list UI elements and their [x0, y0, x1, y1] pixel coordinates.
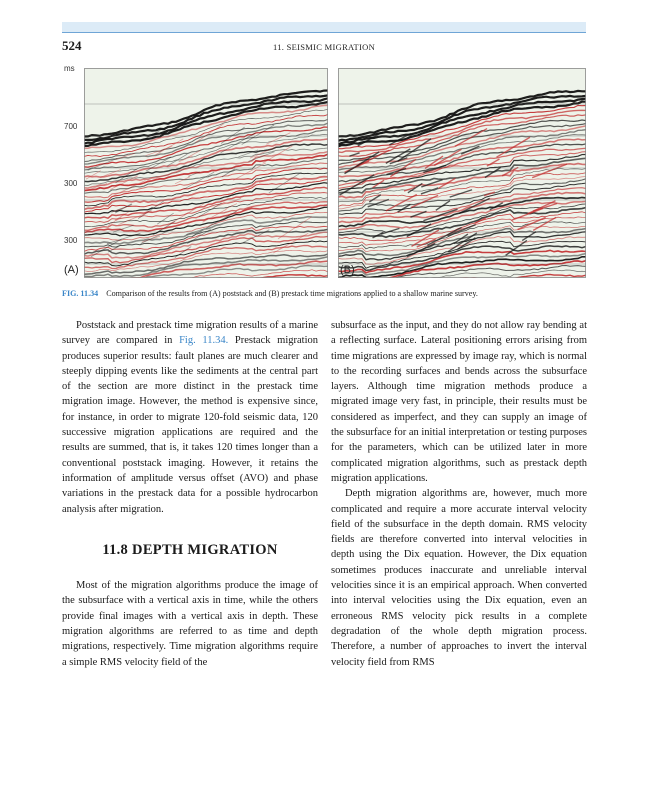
page-number: 524	[62, 38, 82, 53]
paragraph-depth-migration-velocity: Depth migration algorithms are, however, much more complicated and require a more accurate interval velocity field of the subsurface in the depth domain. RMS velocity fields are therefore converted into interval velocities in depth using the Dix equation. However, the Dix equation sometimes produces inaccurate and unreliable interval velocities since it is an empirical approach. When converted into interval velocities using the Dix equation, even an erroneous RMS velocity pick results in a complete degradation of the whole depth migration process. Therefore, a number of approaches to invert the interval velocity field from RMS	[331, 488, 587, 668]
paragraph-depth-migration-intro: Most of the migration algorithms produce the image of the subsurface with a vertical axis in time, while the others provide final images with a vertical axis in depth. These migration algorithms are referred to as time and depth migrations, respectively. Time migration algorithms require a simple RMS velocity field of the	[62, 580, 318, 668]
y-tick-700: 700	[64, 122, 78, 131]
paragraph-text: Prestack migration produces superior results: fault planes are much clearer and steeply dipping events like the sediments at the central part of the section are more distinct in the prestack time migration image. However, the method is expensive since, for instance, in order to migrate 120-fold seismic data, 120 successive migration applications are required and the results are summed, that is, it takes 120 times longer than a conventional poststack imaging. However, it retains the information of amplitude versus offset (AVO) and phase variations in the prestack data for a possible hydrocarbon analysis after migration.	[62, 335, 318, 515]
caption-figure-number: FIG. 11.34	[62, 289, 99, 298]
panel-b-label: (B)	[340, 264, 355, 276]
header-band	[62, 22, 586, 33]
section-heading	[62, 543, 318, 558]
figure-11-34	[62, 56, 586, 280]
left-column	[62, 318, 318, 670]
paragraph-time-migration-comparison	[62, 318, 318, 517]
running-head: 11. SEISMIC MIGRATION	[272, 42, 376, 52]
y-tick-300-a: 300	[64, 179, 78, 188]
panel-a-label: (A)	[64, 264, 79, 276]
y-axis-unit: ms	[64, 64, 75, 73]
figure-caption	[62, 289, 592, 298]
section-title: DEPTH MIGRATION	[132, 541, 278, 558]
figure-reference-link[interactable]: Fig. 11.34.	[179, 335, 229, 347]
paragraph-text: Poststack and prestack time migration results of a marine survey are compared in	[62, 320, 318, 347]
y-tick-300-b: 300	[64, 236, 78, 245]
seismic-panel-poststack	[84, 68, 328, 278]
seismic-panel-prestack	[338, 68, 586, 278]
section-number: 11.8	[102, 541, 129, 558]
caption-text: Comparison of the results from (A) poststack and (B) prestack time migrations applied to a shallow marine survey.	[106, 289, 478, 298]
paragraph-time-migration-limits: subsurface as the input, and they do not allow ray bending at a reflecting surface. Lateral positioning errors arising from time migrations are expressed by image ray, which is normal to the recording surfaces and bends across the subsurface layers. Although time migration methods produce a migrated image very fast, in principle, their results must be considered as imperfect, and they can supply an image of the subsurface for an initial interpretation or testing purposes for the parameters, which can be utilized later in more complicated migration algorithms, such as prestack depth migration applications.	[331, 320, 588, 484]
right-column	[331, 318, 587, 670]
